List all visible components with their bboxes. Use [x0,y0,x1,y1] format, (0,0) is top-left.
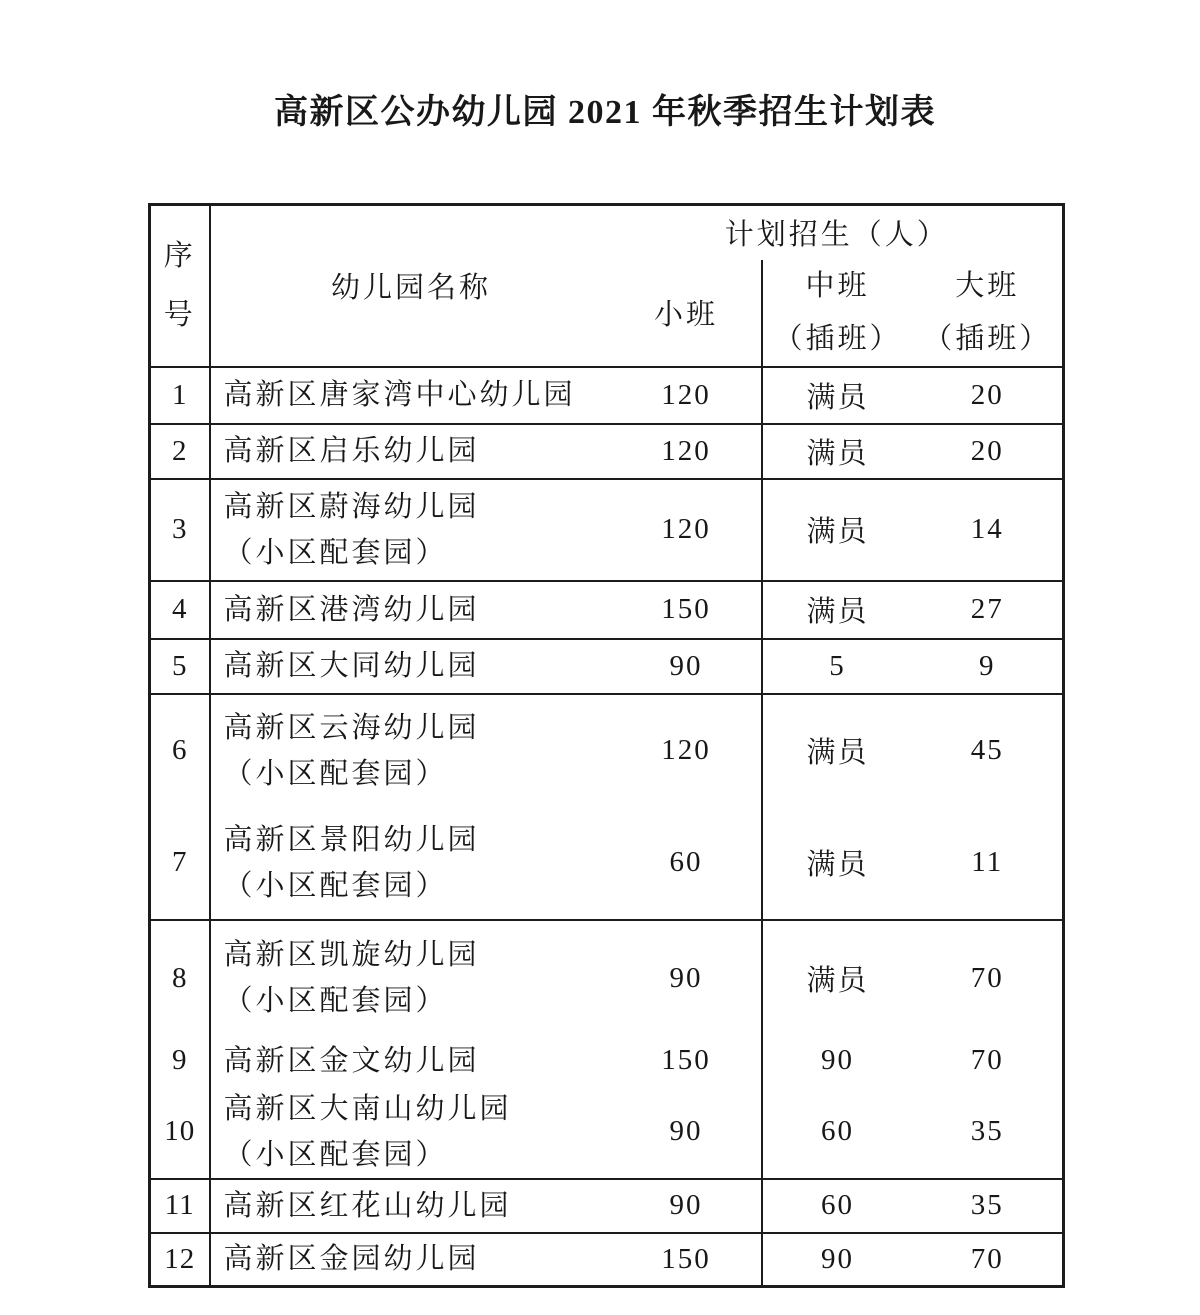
kindergarten-name: 高新区金文幼儿园 [223,1044,480,1077]
row-serial-cell: 10 [150,1086,210,1179]
middle-class-cell: 60 [762,1086,913,1179]
small-class-cell: 60 [612,807,762,920]
middle-class-cell: 60 [762,1179,913,1233]
col-header-middle-class-line1: 中班 [805,269,870,302]
kindergarten-name-cell [210,920,612,1036]
row-serial-cell: 7 [150,807,210,920]
small-class-cell: 150 [612,581,762,639]
row-serial-cell: 11 [150,1179,210,1233]
col-header-plan-group-label: 计划招生（人） [724,219,949,252]
kindergarten-name-cell [210,639,612,694]
row-serial-cell: 12 [150,1233,210,1287]
col-header-large-class-line2: （插班） [923,322,1052,355]
small-class-cell: 120 [612,367,762,424]
kindergarten-name-cell [210,1086,612,1179]
table-row [150,479,1064,581]
kindergarten-name: 高新区大南山幼儿园 [223,1092,512,1125]
kindergarten-name: 高新区大同幼儿园 [223,650,480,682]
table-row [150,1036,1064,1086]
kindergarten-name-cell [210,424,612,479]
col-header-plan-group [612,205,1064,260]
row-serial-cell: 5 [150,639,210,694]
large-class-cell: 9 [913,639,1064,694]
kindergarten-name-note: （小区配套园） [223,869,448,902]
table-row [150,367,1064,424]
middle-class-cell: 满员 [762,581,913,639]
middle-class-cell: 90 [762,1233,913,1287]
large-class-cell: 70 [913,1233,1064,1287]
table-row [150,424,1064,479]
kindergarten-name-cell [210,1233,612,1287]
large-class-cell: 70 [913,920,1064,1036]
row-serial-cell: 4 [150,581,210,639]
middle-class-cell: 5 [762,639,913,694]
kindergarten-name: 高新区启乐幼儿园 [223,435,480,467]
col-header-middle-class-line2: （插班） [773,322,902,355]
col-header-large-class [913,260,1064,367]
large-class-cell: 20 [913,424,1064,479]
enrollment-table [148,203,1065,1288]
col-header-middle-class [762,260,913,367]
middle-class-cell: 满员 [762,424,913,479]
table-row [150,1179,1064,1233]
row-serial-cell: 8 [150,920,210,1036]
table-row [150,639,1064,694]
col-header-small-class [612,260,762,367]
col-header-kindergarten-name [210,205,612,367]
row-serial-cell: 3 [150,479,210,581]
large-class-cell: 70 [913,1036,1064,1086]
middle-class-cell: 满员 [762,807,913,920]
middle-class-cell: 满员 [762,920,913,1036]
kindergarten-name: 高新区蔚海幼儿园 [223,490,480,523]
table-row [150,1086,1064,1179]
middle-class-cell: 满员 [762,367,913,424]
small-class-cell: 120 [612,424,762,479]
small-class-cell: 150 [612,1233,762,1287]
kindergarten-name-note: （小区配套园） [223,1138,448,1171]
large-class-cell: 20 [913,367,1064,424]
large-class-cell: 45 [913,694,1064,807]
small-class-cell: 90 [612,639,762,694]
middle-class-cell: 满员 [762,479,913,581]
kindergarten-name-cell [210,367,612,424]
kindergarten-name-note: （小区配套园） [223,757,448,790]
kindergarten-name-cell [210,1179,612,1233]
kindergarten-name: 高新区凯旋幼儿园 [223,939,480,971]
kindergarten-name-cell [210,581,612,639]
kindergarten-name-cell [210,479,612,581]
document-title: 高新区公办幼儿园 2021 年秋季招生计划表 [274,94,936,131]
col-header-small-class-label: 小班 [653,299,718,331]
middle-class-cell: 90 [762,1036,913,1086]
row-serial-cell: 6 [150,694,210,807]
table-row [150,807,1064,920]
small-class-cell: 120 [612,694,762,807]
col-header-serial-label: 序号 [163,239,196,331]
kindergarten-name: 高新区唐家湾中心幼儿园 [223,379,576,411]
table-row [150,920,1064,1036]
large-class-cell: 35 [913,1179,1064,1233]
table-row [150,581,1064,639]
table-row [150,1233,1064,1287]
col-header-serial [150,205,210,367]
small-class-cell: 90 [612,1086,762,1179]
large-class-cell: 35 [913,1086,1064,1179]
table-body [150,367,1064,1287]
small-class-cell: 150 [612,1036,762,1086]
table-header [150,205,1064,367]
small-class-cell: 90 [612,920,762,1036]
kindergarten-name-cell [210,807,612,920]
middle-class-cell: 满员 [762,694,913,807]
kindergarten-name-cell [210,1036,612,1086]
col-header-kindergarten-name-label: 幼儿园名称 [330,272,491,305]
large-class-cell: 27 [913,581,1064,639]
small-class-cell: 120 [612,479,762,581]
kindergarten-name: 高新区金园幼儿园 [223,1243,480,1276]
row-serial-cell: 2 [150,424,210,479]
kindergarten-name: 高新区景阳幼儿园 [223,823,480,856]
kindergarten-name-note: （小区配套园） [223,536,448,569]
kindergarten-name-cell [210,694,612,807]
kindergarten-name: 高新区云海幼儿园 [223,711,480,744]
row-serial-cell: 9 [150,1036,210,1086]
header-row-top [150,205,1064,260]
large-class-cell: 14 [913,479,1064,581]
kindergarten-name: 高新区红花山幼儿园 [223,1189,512,1222]
kindergarten-name-note: （小区配套园） [223,985,448,1017]
col-header-large-class-line1: 大班 [955,269,1020,302]
small-class-cell: 90 [612,1179,762,1233]
large-class-cell: 11 [913,807,1064,920]
table-row [150,694,1064,807]
kindergarten-name: 高新区港湾幼儿园 [223,593,480,626]
row-serial-cell: 1 [150,367,210,424]
